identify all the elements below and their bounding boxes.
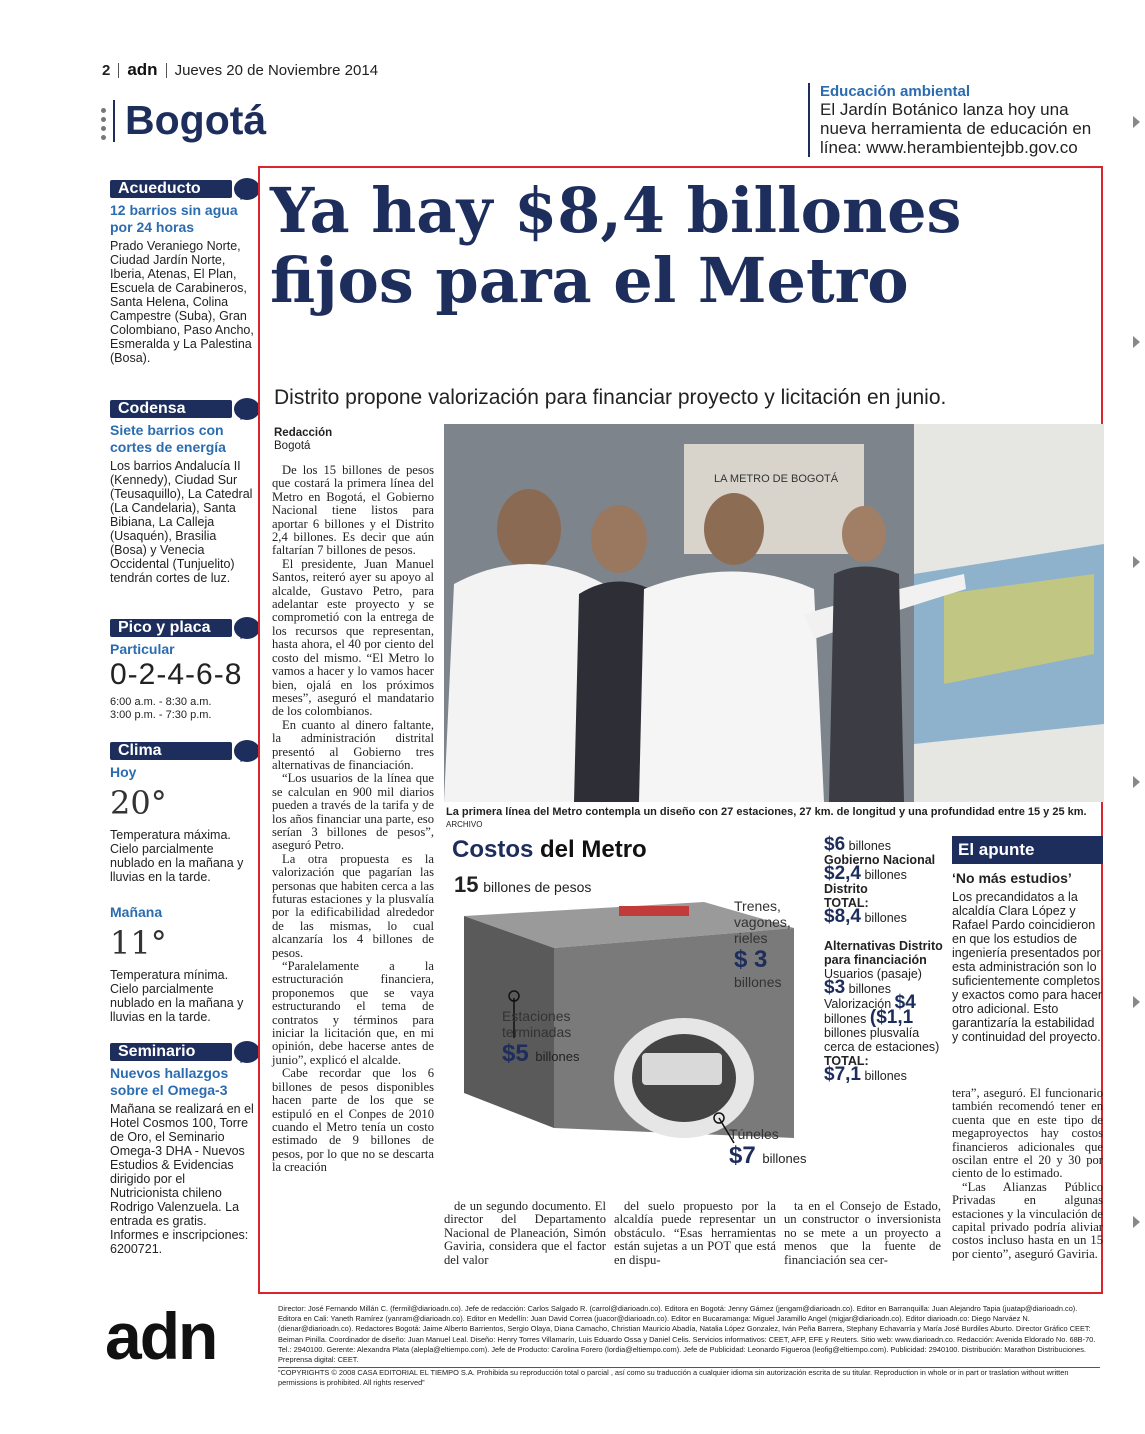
photo-sign: LA METRO DE BOGOTÁ <box>714 473 839 485</box>
alternatives-label: Alternativas Distrito para financiación <box>824 939 943 967</box>
page-header <box>102 60 378 80</box>
users-value: $3 <box>824 977 846 998</box>
page-number: 2 <box>102 61 111 79</box>
valorizacion-label: Valorización <box>824 997 892 1011</box>
total2-unit: billones <box>864 1069 907 1083</box>
estaciones-block <box>502 1008 597 1068</box>
users-label: Usuarios (pasaje) <box>824 967 922 981</box>
credits-text: Director: José Fernando Millán C. (fermil@diarioadn.co). Jefe de redacción: Carlos Salgado R. (carrol@diarioadn.co). Editora en Bogotá: Jenny Gámez (jengam@diarioadn.co). Editor en Barranquilla: Juan Alejandro Tapia (juatap@diarioadn.co). Editora en Cali: Yaneth Ramírez (yanram@diarioadn.co). Editor en Medellín: Juan David Correa (juacor@diarioadn.co). Editor en Bucaramanga: Miguel Jaramillo Angel (migjar@diarioadn.co). Editor diarioadn.co: Diego Narváez N. (dienar@diarioadn.co). Redactores Bogotá: Jaime Alberto Barrientos, Sergio Olaya, Diana Camacho, Christian Mauricio Abadía, Natalia López Gonzalez, Iván Peña Barrera, Stephany Echavarría y María José Burdiles Aburto. Director Gráfico CEET: Beiman Pinilla. Coordinador de diseño: Juan Manuel Leal. Diseño: Henry Torres Villamarín, Luis Eduardo Ossa y Daniel Celis. Servicios informativos: CEET, AFP, EFE y Reuters. Sitio web: www.diarioadn.co. Redacción: Avenida Eldorado No. 68B-70. Tel.: 2940100. Gerente: Alexandra Plata (alepla@eltiempo.com). Jefe de Producto: Carolina Forero (lordia@eltiempo.com). Jefe de Publicidad: Leonardo Figueroa (leofig@eltiempo.com). Publicidad: 2940100. Distribución: Marathon Distribuciones. Preprensa digital: CEET. <box>278 1304 1096 1365</box>
caption-text: La primera línea del Metro contempla un diseño con 27 estaciones, 27 km. de longitud y una profundidad entre 15 y 25 km. <box>446 806 1087 818</box>
tag-label: Acueducto <box>118 180 201 197</box>
tag-label: Codensa <box>118 400 186 417</box>
brief-body: Prado Veraniego Norte, Ciudad Jardín Norte, Iberia, Atenas, El Plan, Escuela de Carabineros, Santa Helena, Colina Campestre (Suba), Gran Colombiano, Paso Ancho, Esmeralda y La Palestina (Bosa). <box>110 239 254 365</box>
paragraph: ta en el Consejo de Estado, un constructor o inversionista no se mete a un proyecto a menos que la fuente de financiación sea cer- <box>784 1199 941 1267</box>
brand-name: adn <box>127 60 158 79</box>
total-unit: billones <box>864 911 907 925</box>
paragraph: de un segundo documento. El director del Departamento Nacional de Planeación, Simón Gaviria, considera que el factor del valor <box>444 1199 606 1267</box>
photo-illustration <box>444 424 1104 802</box>
byline-author: Redacción <box>274 427 333 439</box>
financing-breakdown <box>824 834 944 1085</box>
paragraph: tera”, aseguró. El funcionario también recomendó tener en cuenta que en este tipo de megaproyectos hay costos financieros adicionales que oscilan entre el 20 y 30 por ciento de lo estimado. <box>952 1086 1103 1181</box>
article-column-1 <box>272 464 434 1175</box>
brief-body: Mañana se realizará en el Hotel Cosmos 100, Torre de Oro, el Seminario Omega-3 DHA - Nuevos Estudios & Evidencias dirigido por el Nutricionista chileno Rodrigo Valenzuela. La entrada es gratis. Informes e inscripciones: 6200721. <box>110 1102 254 1256</box>
edge-mark-icon <box>1133 1216 1140 1228</box>
issue-date: Jueves 20 de Noviembre 2014 <box>174 61 379 79</box>
edge-mark-icon <box>1133 996 1140 1008</box>
users-amount <box>824 977 944 998</box>
today-label: Hoy <box>110 764 137 780</box>
costs-total-number: 15 <box>454 872 479 897</box>
footer-logo: adn <box>105 1299 217 1373</box>
apunte-tag: El apunte <box>952 836 1103 864</box>
headline-line-2: fijos para el Metro <box>270 244 909 317</box>
article-headline <box>270 176 1100 316</box>
speech-bubble-icon <box>234 1041 260 1063</box>
edge-mark-icon <box>1133 776 1140 788</box>
plate-numbers: 0-2-4-6-8 <box>110 658 243 691</box>
promo-text: El Jardín Botánico lanza hoy una nueva herramienta de educación en línea: www.herambientejbb.gov.co <box>820 100 1092 157</box>
section-title: Bogotá <box>125 97 267 143</box>
total2-label: TOTAL: <box>824 1054 869 1068</box>
divider <box>166 63 167 78</box>
brief-body: Los barrios Andalucía II (Kennedy), Ciudad Sur (Teusaquillo), La Catedral (La Candelaria), Santa Bibiana, La Calleja (Usaquén), Brasilia (Bosa) y Venecia Occidental (Tunjuelito) tendrán cortes de luz. <box>110 459 253 585</box>
tuneles-label: Túneles <box>729 1126 779 1142</box>
edge-mark-icon <box>1133 116 1140 128</box>
apunte-box <box>952 836 1103 1044</box>
headline-line-1: Ya hay $8,4 billones <box>270 174 962 247</box>
paragraph: De los 15 billones de pesos que costará la primera línea del Metro en Bogotá, el Gobierno Nacional tiene listos para aportar 6 billones y el Distrito 2,4 billones. Es decir que aún faltarían 7 billones de pesos. <box>272 463 434 558</box>
paragraph: “Paralelamente a la estructuración financiera, proponemos que se vaya estructurando el tema de contratos y términos para iniciar la licitación que, en mi opinión, debe hacerse antes de junio”, explicó el alcalde. <box>272 959 434 1067</box>
dist-unit: billones <box>864 868 907 882</box>
brief-acueducto <box>110 180 256 365</box>
estaciones-value <box>502 1040 597 1068</box>
tag-label: Seminario <box>118 1043 196 1060</box>
brief-tag <box>110 180 232 198</box>
tuneles-value <box>729 1142 819 1170</box>
caption-credit: ARCHIVO <box>446 820 483 829</box>
paragraph: “Las Alianzas Público Privadas en algunas estaciones y la vinculación de capital privado podría aliviar costos incluso hasta en un 15 por ciento”, aseguró Gaviria. <box>952 1179 1103 1261</box>
valorizacion-value: $4 <box>894 992 916 1013</box>
costs-total-unit: billones de pesos <box>483 879 592 895</box>
speech-bubble-icon <box>234 617 260 639</box>
estaciones-number: $5 <box>502 1040 529 1067</box>
trenes-value: $ 3 <box>734 946 768 973</box>
divider <box>113 100 115 142</box>
brief-tag <box>110 400 232 418</box>
gov-unit: billones <box>848 839 892 853</box>
total-value: $8,4 <box>824 906 861 927</box>
article-photo <box>444 424 1104 802</box>
tag-label: Pico y placa <box>118 619 211 636</box>
tuneles-unit: billones <box>762 1151 807 1166</box>
costs-title <box>452 836 647 864</box>
tomorrow-forecast: Temperatura mínima. Cielo parcialmente nublado en la mañana y lluvias en la tarde. <box>110 968 244 1024</box>
paragraph: Cabe recordar que los 6 billones de pesos disponibles hacen parte de los que se estipuló en el Conpes de 2010 cuando el Metro tenía un costo estimado de 9 billones de pesos, por lo que no se descarta la creación <box>272 1066 434 1175</box>
speech-bubble-icon <box>234 740 260 762</box>
apunte-quote: ‘No más estudios’ <box>952 870 1072 886</box>
brief-codensa <box>110 400 256 585</box>
paragraph: del suelo propuesto por la alcaldía puede representar un obstáculo. “Esas herramientas están sujetas a un POT que está en dispu- <box>614 1199 776 1267</box>
paragraph: La otra propuesta es la valorización que pagarían las personas que habiten cerca a las futuras estaciones y la plusvalía por la edificabilidad alrededor de las mismas, lo cual alcanzaría los 4 billones de pesos. <box>272 851 434 960</box>
tag-label: Clima <box>118 742 162 759</box>
brief-headline: Particular <box>110 641 175 657</box>
speech-bubble-icon <box>234 178 260 200</box>
brief-tag <box>110 1043 232 1061</box>
today-temp: 20° <box>110 784 167 822</box>
tomorrow-label: Mañana <box>110 904 163 920</box>
costs-infographic <box>444 828 819 1198</box>
tuneles-number: $7 <box>729 1142 756 1169</box>
total-amount <box>824 906 944 927</box>
article-column-5 <box>952 1087 1103 1261</box>
trenes-block <box>734 898 814 990</box>
today-forecast: Temperatura máxima. Cielo parcialmente nublado en la mañana y lluvias en la tarde. <box>110 828 244 884</box>
dist-label: Distrito <box>824 882 868 896</box>
plusvalia-value: ($1,1 <box>869 1007 914 1028</box>
brief-pico-placa <box>110 619 256 722</box>
promo-kicker: Educación ambiental <box>820 83 971 100</box>
edge-mark-icon <box>1133 556 1140 568</box>
promo-box <box>808 83 1108 157</box>
speech-bubble-icon <box>234 398 260 420</box>
gov-label: Gobierno Nacional <box>824 853 936 867</box>
users-unit: billones <box>848 982 892 996</box>
photo-caption <box>446 806 1101 830</box>
total2-value: $7,1 <box>824 1064 861 1085</box>
hours-afternoon: 3:00 p.m. - 7:30 p.m. <box>110 709 212 721</box>
edge-mark-icon <box>1133 336 1140 348</box>
plusvalia-text: billones plusvalía cerca de estaciones) <box>824 1026 940 1054</box>
article-column-3 <box>614 1200 776 1267</box>
footer-credits <box>278 1304 1100 1389</box>
dist-value: $2,4 <box>824 863 861 884</box>
brief-tag <box>110 742 232 760</box>
dateline: Bogotá <box>274 440 311 452</box>
brief-headline: 12 barrios sin agua por 24 horas <box>110 202 238 235</box>
hours-morning: 6:00 a.m. - 8:30 a.m. <box>110 696 212 708</box>
brief-headline: Siete barrios con cortes de energía <box>110 422 226 455</box>
brief-clima <box>110 742 256 1024</box>
tomorrow-temp: 11° <box>110 924 167 962</box>
brief-tag <box>110 619 232 637</box>
gov-amount <box>824 834 944 855</box>
divider <box>118 63 119 78</box>
paragraph: “Los usuarios de la línea que se calculan en 900 mil diarios pueden a través de la tarifa y de los años financiar una parte, eso serían 3 billones de pesos”, aseguró Petro. <box>272 771 434 853</box>
article-subheadline: Distrito propone valorización para financiar proyecto y licitación en junio. <box>274 386 947 409</box>
section-header <box>113 97 266 144</box>
article-column-2 <box>444 1200 606 1267</box>
brief-seminario <box>110 1043 256 1256</box>
article-column-4 <box>784 1200 941 1267</box>
dist-amount <box>824 863 944 884</box>
estaciones-label: Estaciones terminadas <box>502 1008 572 1040</box>
copyright-text: “COPYRIGHTS © 2008 CASA EDITORIAL EL TIEMPO S.A. Prohibida su reproducción total o parcial , así como su traducción a cualquier idioma sin autorización escrita de su titular. Reproduction in whole or in part or traslation without written permissions is prohibited. All rights reserved” <box>278 1367 1100 1388</box>
total-label: TOTAL: <box>824 896 869 910</box>
apunte-text: Los precandidatos a la alcaldía Clara López y Rafael Pardo coincidieron en que los estudios de ingeniería presentados por esta administración son lo suficientemente completos y exactos como para hacer otro adicional. Esto garantizaría la estabilidad y continuidad del proyecto. <box>952 890 1103 1044</box>
total2-amount <box>824 1064 944 1085</box>
trenes-unit: billones <box>734 974 782 990</box>
paragraph: En cuanto al dinero faltante, la administración distrital presentó al Gobierno tres alternativas de financiación. <box>272 717 434 772</box>
estaciones-unit: billones <box>535 1049 580 1064</box>
section-dots-icon <box>101 108 106 140</box>
byline <box>274 427 332 453</box>
costs-title-b: del Metro <box>540 836 647 863</box>
plusvalia-amount <box>824 1007 944 1028</box>
paragraph: El presidente, Juan Manuel Santos, reiteró ayer su apoyo al alcalde, Gustavo Petro, para adelantar este proyecto y se comprometió con la entrega de los recursos que representan, hasta ahora, el 40 por ciento del costo del mismo. “El Metro lo vamos a hacer y lo vamos hacer bien, ojalá en los próximos meses”, aseguró el mandatario de los colombianos. <box>272 556 434 719</box>
tuneles-block <box>729 1126 819 1170</box>
trenes-label: Trenes, vagones, rieles <box>734 898 791 946</box>
costs-title-a: Costos <box>452 836 534 863</box>
gov-value: $6 <box>824 834 846 855</box>
brief-headline: Nuevos hallazgos sobre el Omega-3 <box>110 1065 229 1098</box>
valorizacion-unit: billones <box>824 1012 867 1026</box>
